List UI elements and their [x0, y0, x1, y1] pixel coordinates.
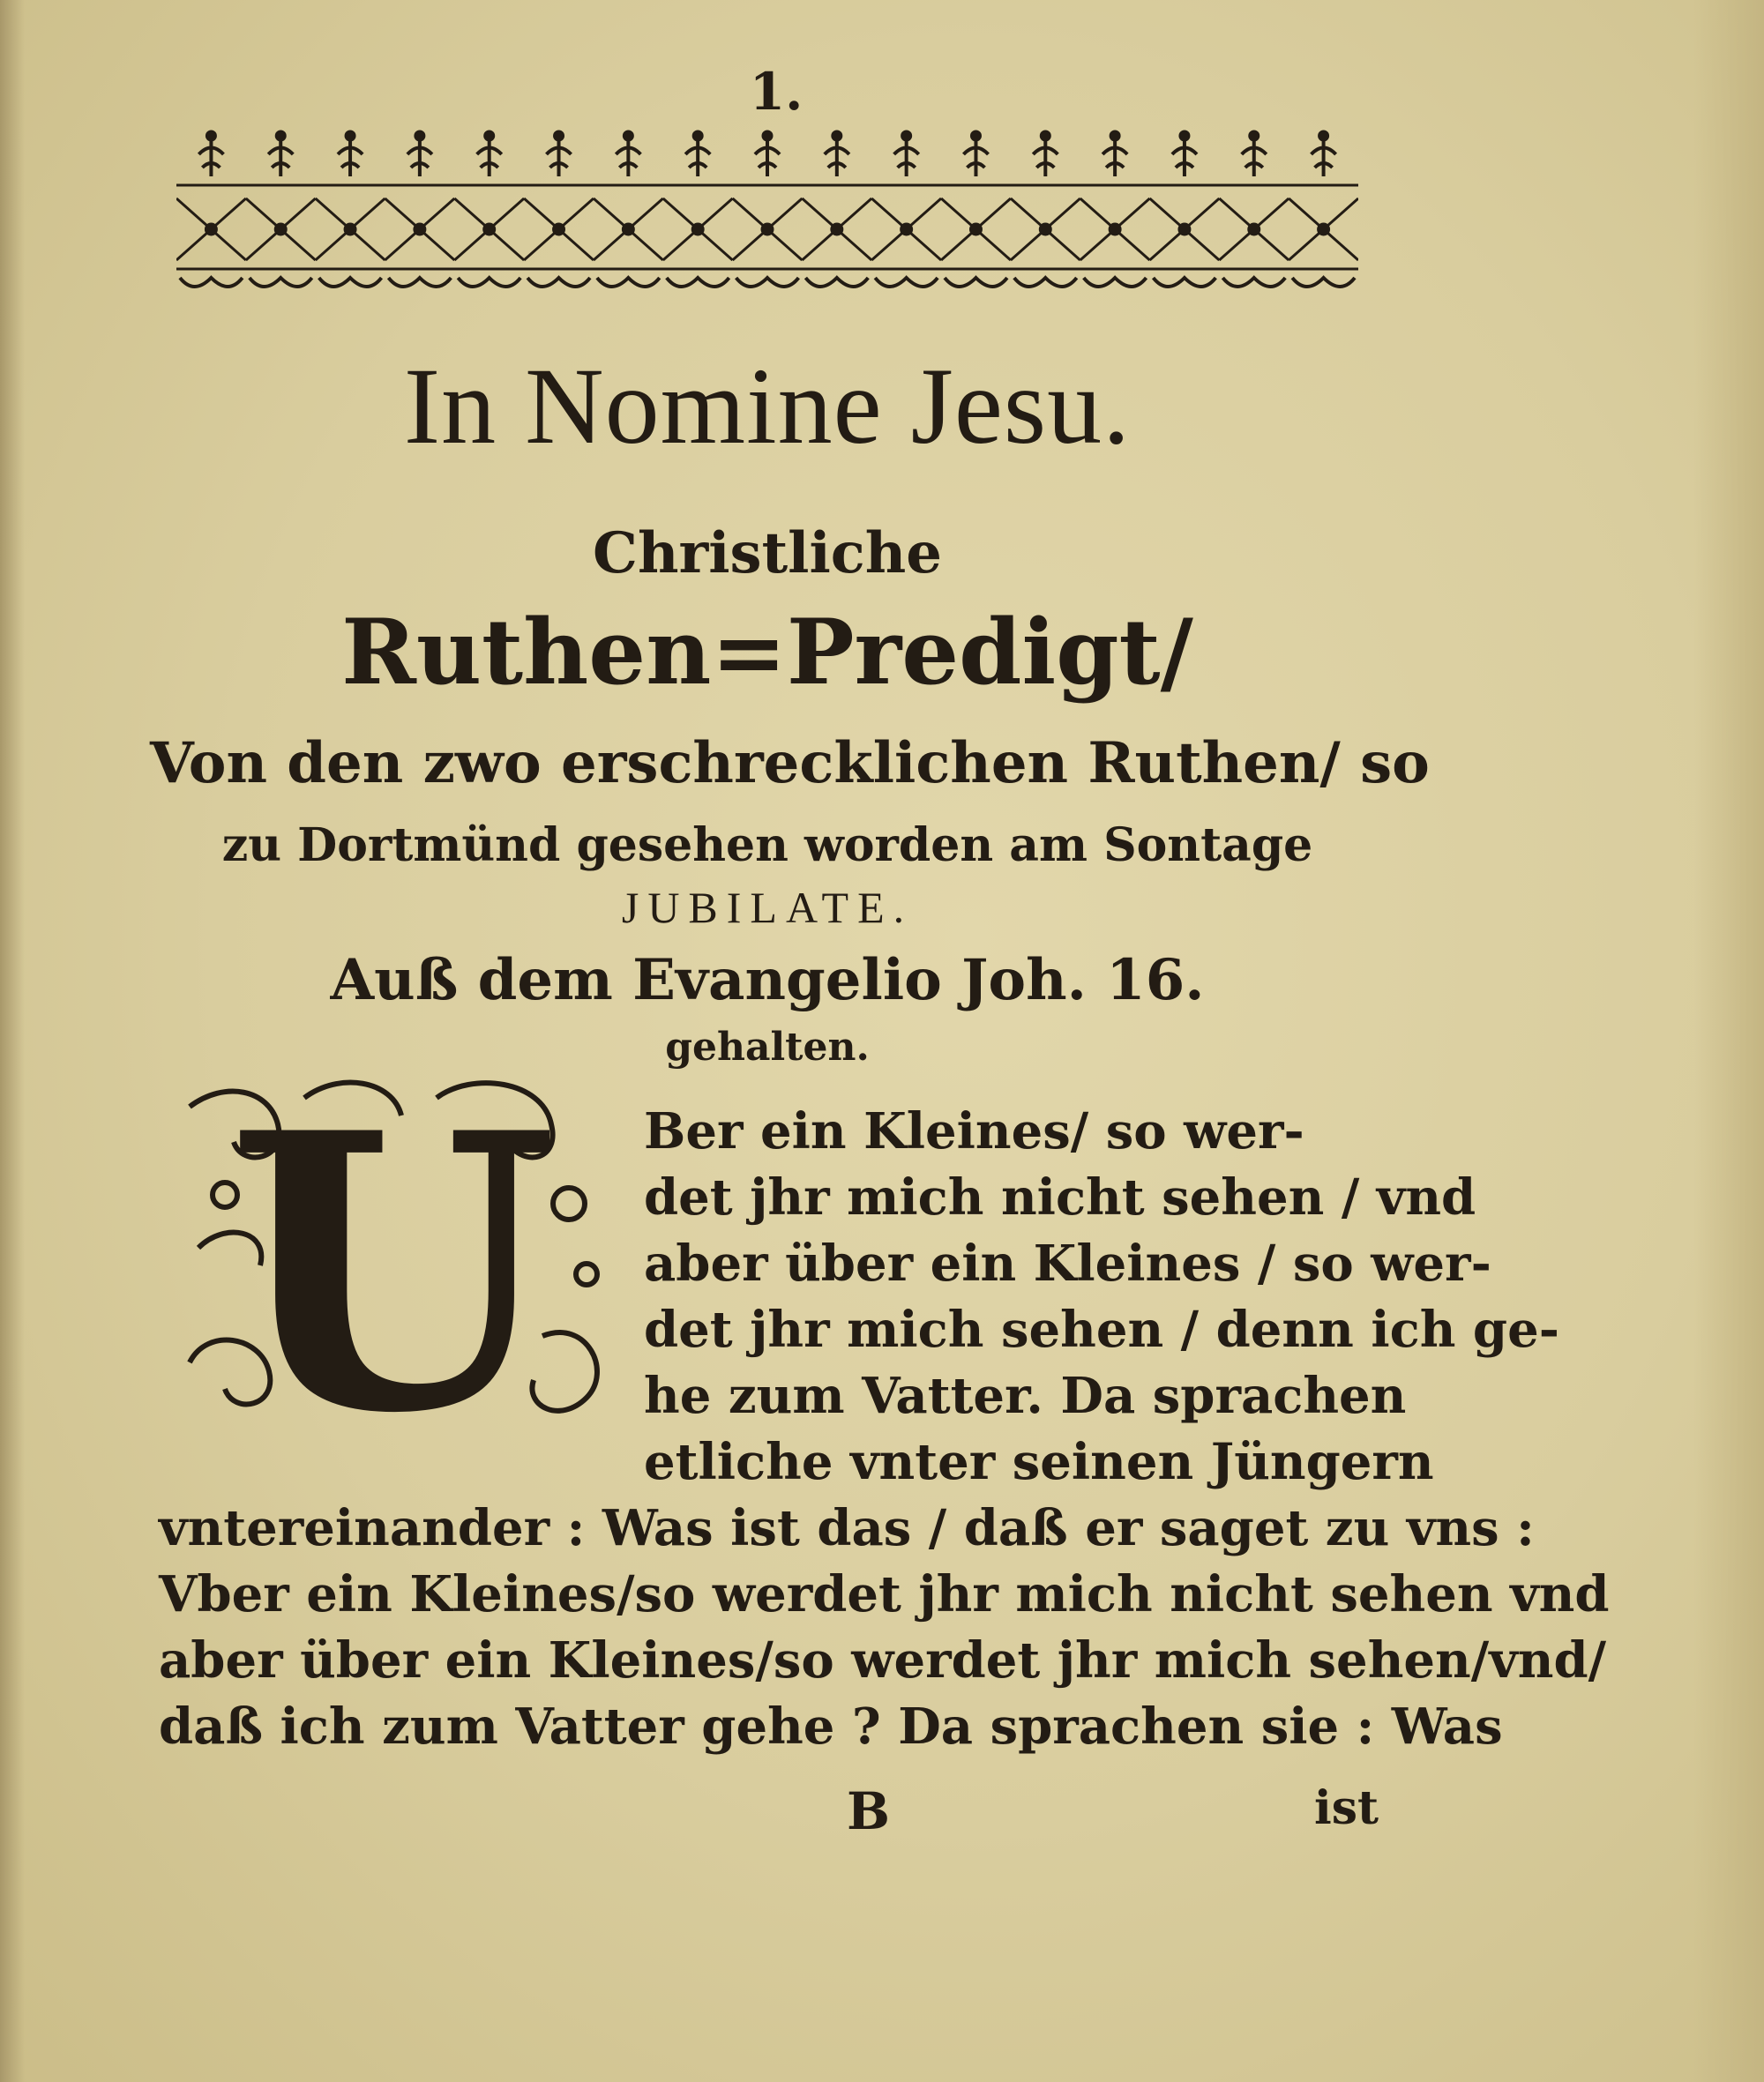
- text-line: vntereinander : Was ist das / daß er saget zu vns :: [159, 1499, 1535, 1557]
- text-line: aber über ein Kleines / so wer-: [644, 1235, 1491, 1293]
- page-edge-light: [1693, 0, 1764, 2082]
- subtitle-line-4: zu Dortmünd gesehen worden am Sontage: [221, 818, 1313, 872]
- page-edge-shadow: [0, 0, 25, 2082]
- decorated-initial-letter: [172, 1071, 631, 1459]
- decorative-ornament-band: [176, 123, 1358, 300]
- subtitle-line-1: Christliche: [593, 520, 942, 586]
- text-line: etliche vnter seinen Jüngern: [644, 1433, 1434, 1491]
- subtitle-line-6: Auß dem Evangelio Joh. 16.: [330, 947, 1205, 1013]
- page-number: 1.: [749, 62, 804, 122]
- text-line: he zum Vatter. Da sprachen: [644, 1367, 1407, 1425]
- subtitle-line-7: gehalten.: [665, 1025, 870, 1070]
- initial-letter-glyph: U: [227, 1071, 558, 1459]
- page-title: In Nomine Jesu.: [403, 346, 1132, 466]
- catchword: ist: [1314, 1781, 1379, 1835]
- signature-mark: B: [847, 1781, 891, 1841]
- subtitle-line-3: Von den zwo erschrecklichen Ruthen/ so: [150, 730, 1430, 796]
- text-line: daß ich zum Vatter gehe ? Da sprachen sie : Was: [159, 1698, 1503, 1756]
- text-line: Ber ein Kleines/ so wer-: [644, 1102, 1304, 1160]
- text-line: aber über ein Kleines/so werdet jhr mich sehen/vnd/: [159, 1631, 1607, 1690]
- text-line: det jhr mich sehen / denn ich ge-: [644, 1301, 1559, 1359]
- text-line: Vber ein Kleines/so werdet jhr mich nicht sehen vnd: [159, 1565, 1610, 1623]
- text-line: det jhr mich nicht sehen / vnd: [644, 1168, 1476, 1227]
- subtitle-line-2: Ruthen=Predigt/: [341, 600, 1193, 705]
- subtitle-line-5: JUBILATE.: [621, 883, 914, 932]
